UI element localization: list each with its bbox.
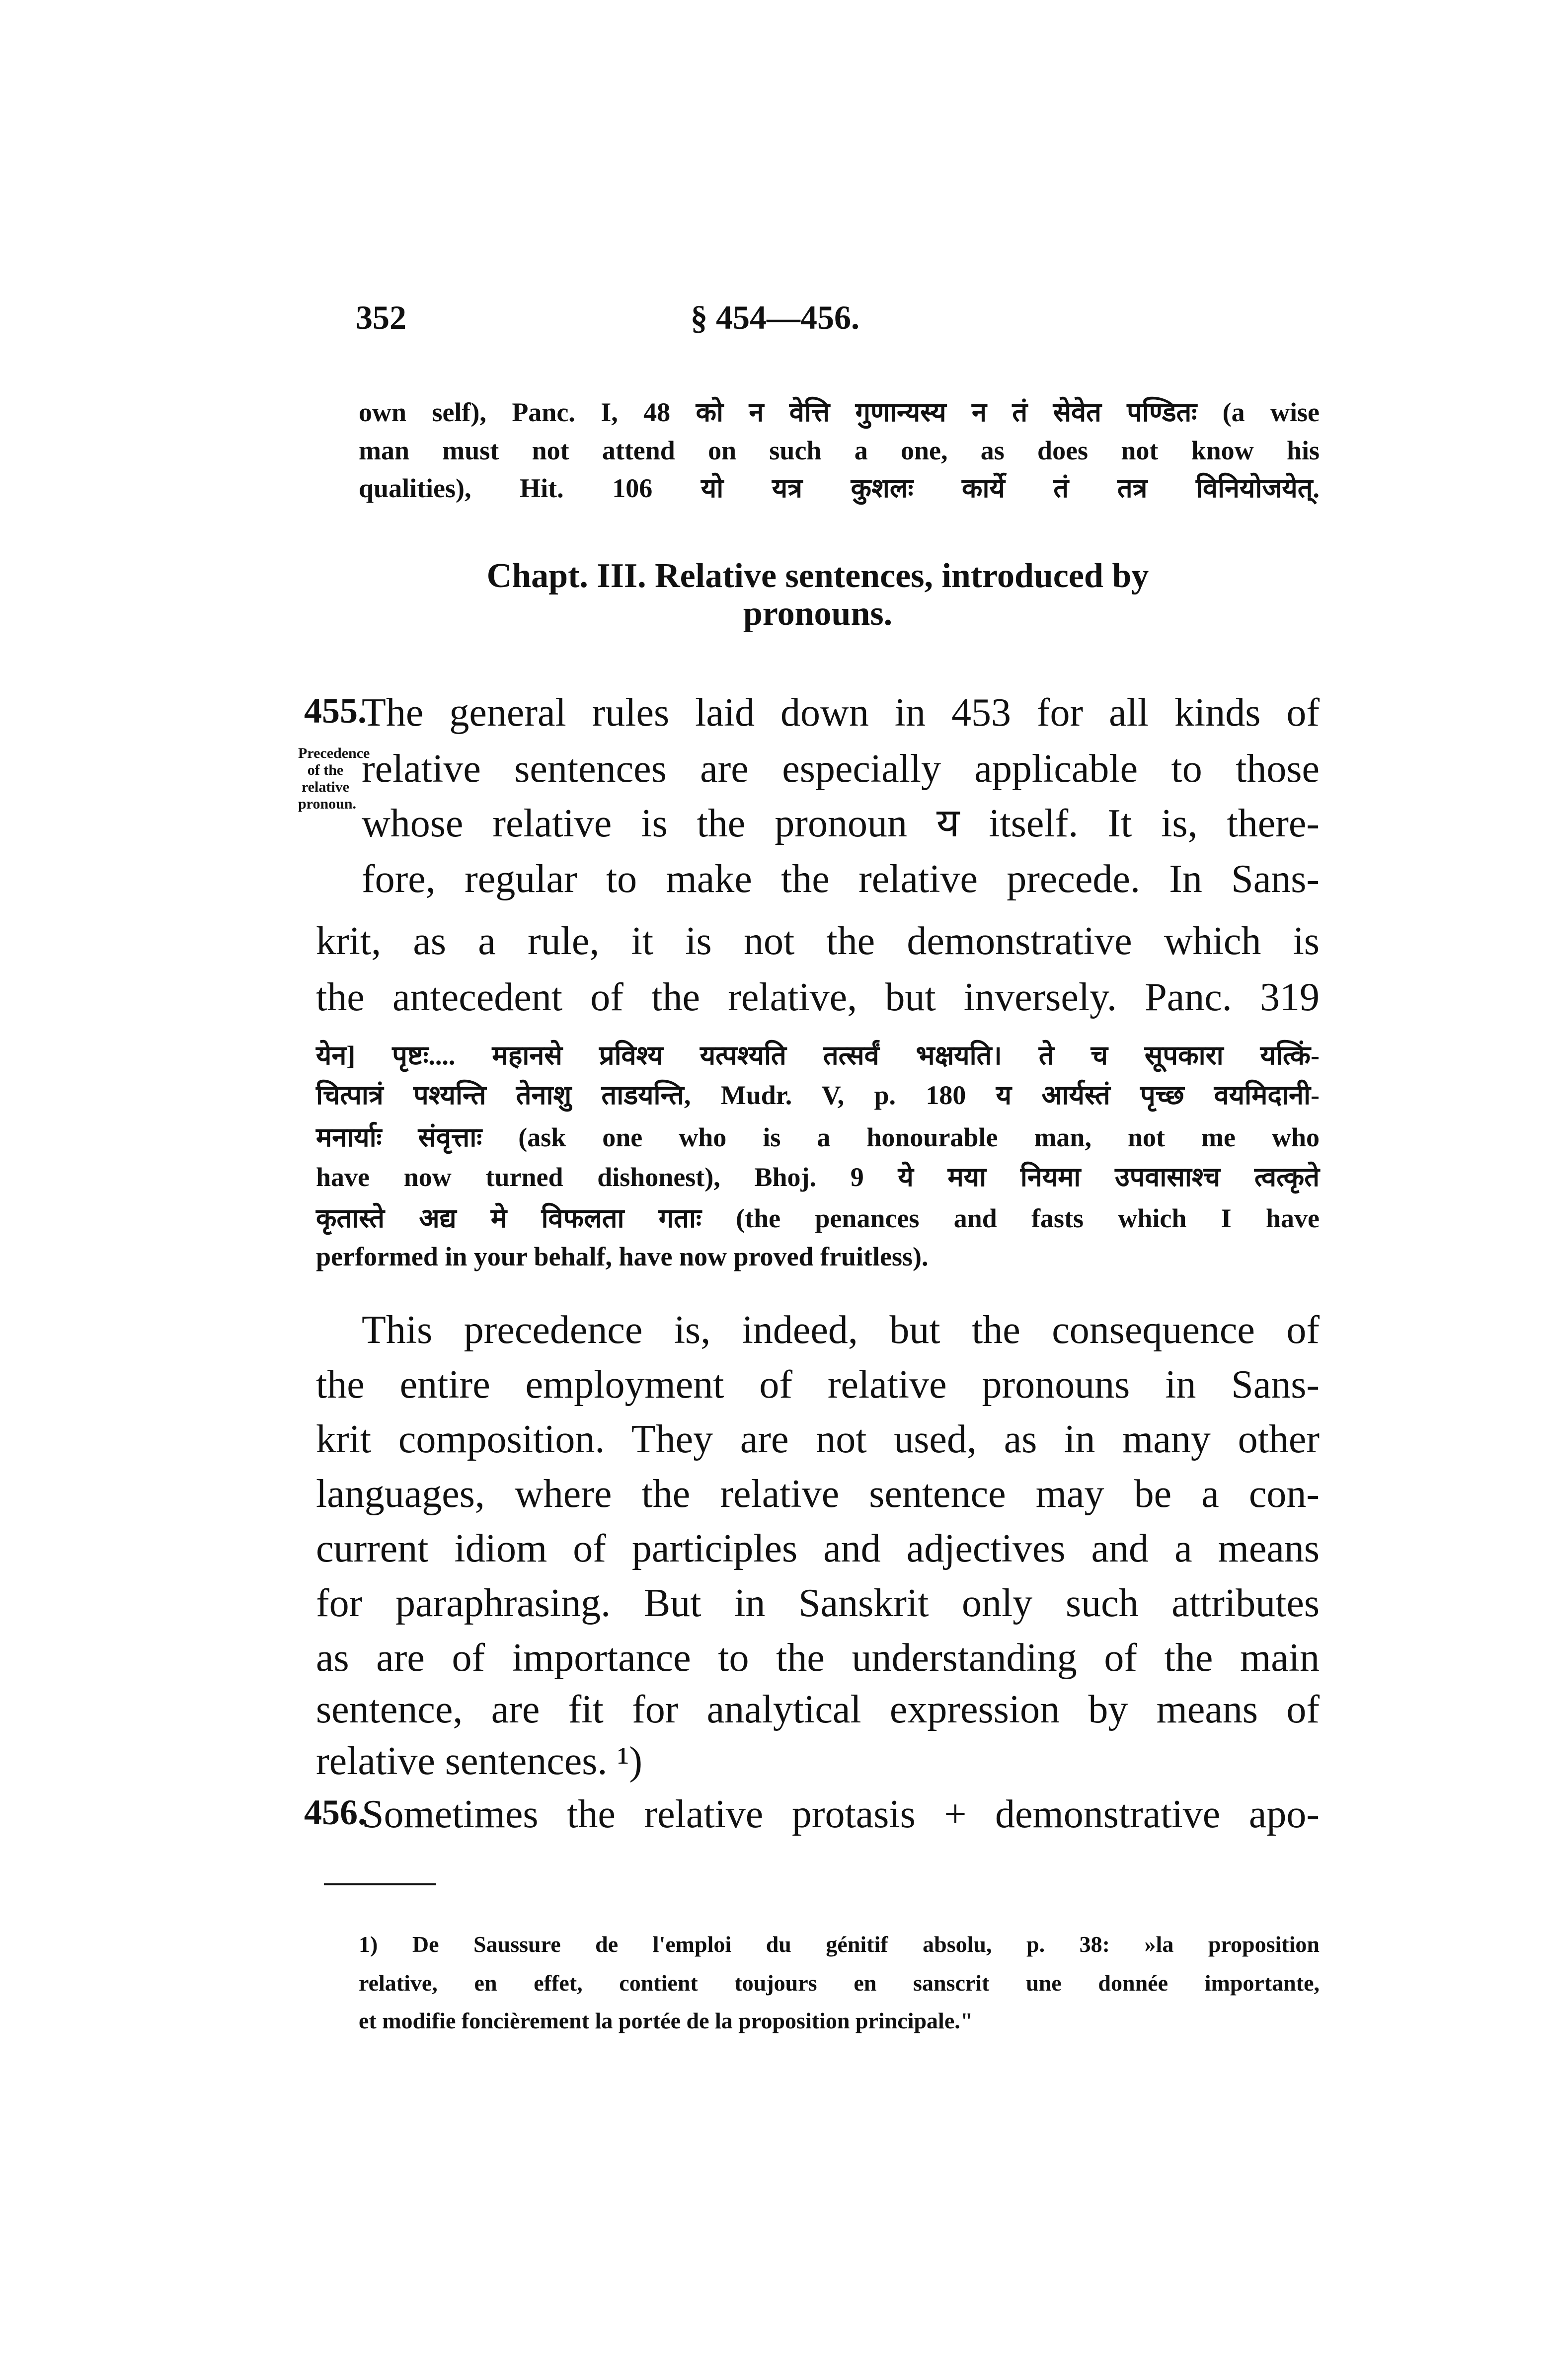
example-line: have now turned dishonest), Bhoj. 9 ये मया नियमा उपवासाश्च त्वत्कृते bbox=[316, 1162, 1320, 1192]
body-line: current idiom of participles and adjectives and a means bbox=[316, 1527, 1320, 1570]
example-line: performed in your behalf, have now proved fruitless). bbox=[316, 1242, 929, 1271]
body-line: whose relative is the pronoun य itself. It is, there- bbox=[362, 802, 1320, 845]
margin-label: Precedence of the relative pronoun. bbox=[298, 745, 370, 812]
body-line: The general rules laid down in 453 for all kinds of bbox=[362, 691, 1320, 735]
example-line: येन] पृष्टः.... महानसे प्रविश्य यत्पश्यति तत्सर्वं भक्षयति। ते च सूपकारा यत्किं- bbox=[316, 1041, 1320, 1070]
body-line: Sometimes the relative protasis + demonstrative apo- bbox=[362, 1792, 1320, 1836]
body-line: languages, where the relative sentence may be a con- bbox=[316, 1472, 1320, 1516]
body-line: relative sentences are especially applicable to those bbox=[362, 747, 1320, 791]
body-line: as are of importance to the understanding of the main bbox=[316, 1636, 1320, 1680]
body-line: for paraphrasing. But in Sanskrit only such attributes bbox=[316, 1581, 1320, 1625]
example-line: मनार्याः संवृत्ताः (ask one who is a honourable man, not me who bbox=[316, 1122, 1320, 1152]
footnote-line: 1) De Saussure de l'emploi du génitif absolu, p. 38: »la proposition bbox=[359, 1932, 1320, 1957]
page-number: 352 bbox=[356, 298, 406, 336]
example-line: कृतास्ते अद्य मे विफलता गताः (the penances and fasts which I have bbox=[316, 1203, 1320, 1233]
section-range: § 454—456. bbox=[691, 298, 859, 336]
body-line: This precedence is, indeed, but the consequence of bbox=[362, 1308, 1320, 1352]
intro-line: own self), Panc. I, 48 को न वेत्ति गुणान्यस्य न तं सेवेत पण्डितः (a wise bbox=[359, 397, 1320, 427]
body-line: krit, as a rule, it is not the demonstrative which is bbox=[316, 919, 1320, 963]
body-line: the entire employment of relative pronouns in Sans- bbox=[316, 1363, 1320, 1407]
intro-line: man must not attend on such a one, as does not know his bbox=[359, 436, 1320, 465]
footnote-line: et modifie foncièrement la portée de la proposition principale." bbox=[359, 2008, 973, 2033]
footnote-line: relative, en effet, contient toujours en sanscrit une donnée importante, bbox=[359, 1970, 1320, 1996]
example-line: चित्पात्रं पश्यन्ति तेनाशु ताडयन्ति, Mudr. V, p. 180 य आर्यस्तं पृच्छ वयमिदानी- bbox=[316, 1080, 1320, 1110]
chapter-heading: Chapt. III. Relative sentences, introduced by bbox=[486, 557, 1149, 595]
body-line: fore, regular to make the relative precede. In Sans- bbox=[362, 857, 1320, 901]
intro-line: qualities), Hit. 106 यो यत्र कुशलः कार्ये तं तत्र विनियोजयेत्. bbox=[359, 473, 1320, 503]
body-line: krit composition. They are not used, as in many other bbox=[316, 1417, 1320, 1461]
section-number-456: 456. bbox=[304, 1792, 367, 1832]
body-line: the antecedent of the relative, but inversely. Panc. 319 bbox=[316, 975, 1320, 1019]
body-line: relative sentences. ¹) bbox=[316, 1739, 642, 1783]
section-number-455: 455. bbox=[304, 691, 367, 731]
body-line: sentence, are fit for analytical expression by means of bbox=[316, 1688, 1320, 1731]
footnote-rule bbox=[324, 1883, 436, 1885]
chapter-heading-cont: pronouns. bbox=[743, 595, 893, 633]
